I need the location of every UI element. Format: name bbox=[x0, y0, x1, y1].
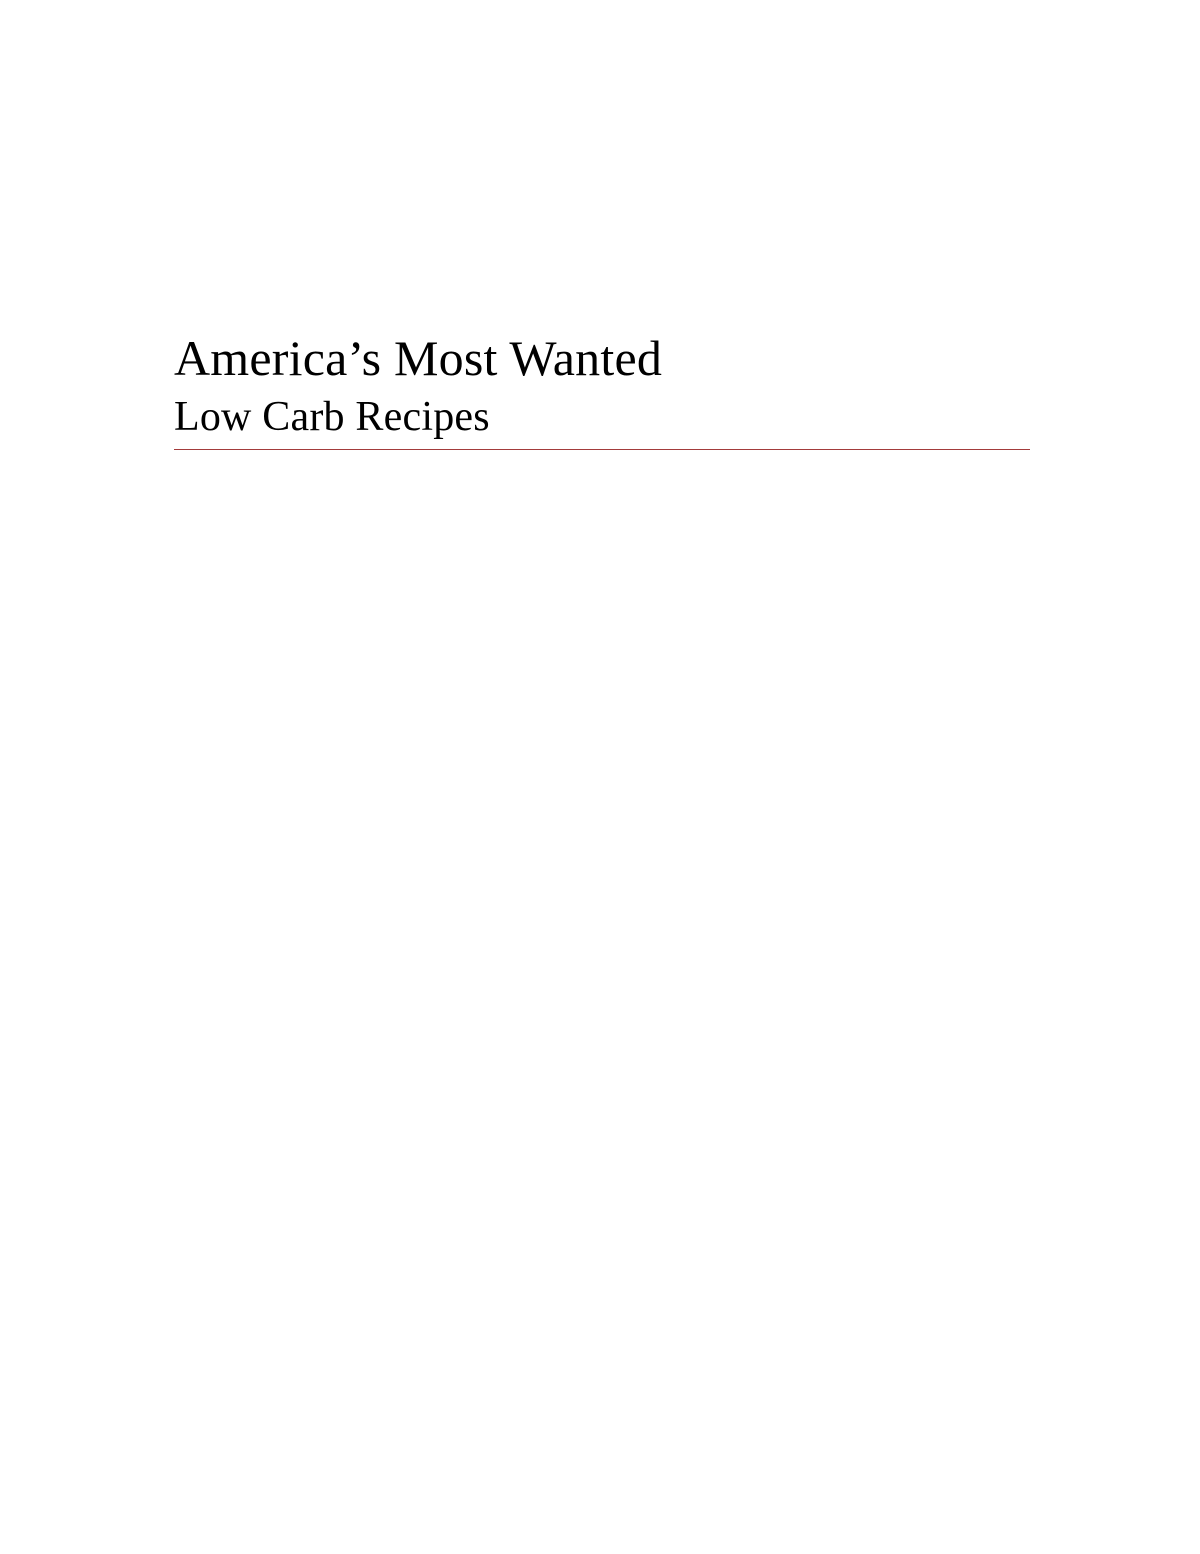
page-title: America’s Most Wanted bbox=[174, 330, 663, 386]
page-subtitle: Low Carb Recipes bbox=[174, 394, 490, 440]
title-block bbox=[174, 330, 1030, 441]
title-divider bbox=[174, 449, 1030, 450]
